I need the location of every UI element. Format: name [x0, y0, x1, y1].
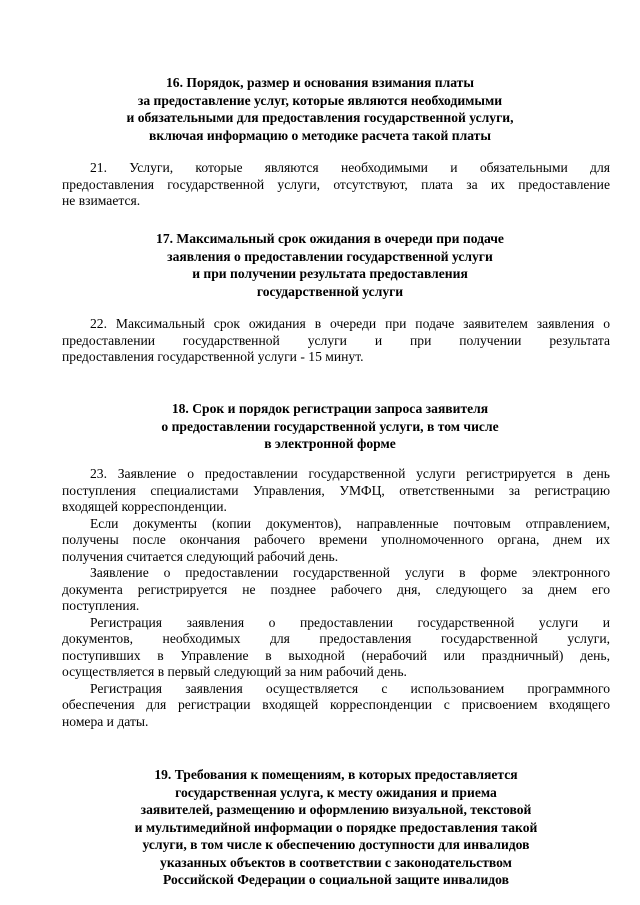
text-line: документов, необходимых для предоставления государственной услуги, — [62, 631, 610, 646]
text-line: документа регистрируется не позднее рабочего дня, следующего за днем его — [62, 581, 610, 597]
text-line: получения считается следующий рабочий день. — [62, 548, 339, 564]
text-line: предоставления государственной услуги, отсутствуют, плата за их предоставление — [62, 176, 610, 192]
text-line: поступивших в Управление в выходной (нерабочий или праздничный) день, — [62, 647, 610, 663]
section-17-heading: 17. Максимальный срок ожидания в очереди при подаче заявления о предоставлении государственной услуги и при получении результата предоставления государственной услуги — [156, 231, 504, 299]
text-line: не взимается. — [62, 193, 141, 208]
text-line: Заявление о предоставлении государственной услуги в форме электронного — [90, 565, 610, 580]
section-16-heading: 16. Порядок, размер и основания взимания платы за предоставление услуг, которые являются необходимыми и обязательными для предоставления государственной услуги, включая информацию о методике расчета такой платы — [126, 75, 514, 143]
section-18-heading: 18. Срок и порядок регистрации запроса заявителя о предоставлении государственной услуги, в том числе в электронной форме — [161, 401, 499, 451]
text-line: 21. Услуги, которые являются необходимыми и обязательными для — [90, 160, 610, 175]
text-line: получены после окончания рабочего времени уполномоченного органа, днем их — [62, 532, 610, 547]
text-line: поступления специалистами Управления, УМФЦ, ответственными за регистрацию — [62, 482, 610, 498]
text-line: предоставления государственной услуги - 15 минут. — [62, 349, 364, 364]
text-line: номера и даты. — [62, 713, 149, 729]
text-line: осуществляется в первый следующий за ним рабочий день. — [62, 664, 407, 679]
paragraph-22 — [62, 316, 610, 366]
text-line: Если документы (копии документов), направленные почтовым отправлением, — [90, 515, 610, 531]
text-line: поступления. — [62, 598, 140, 613]
text-line: обеспечения для регистрации входящей корреспонденции с присвоением входящего — [62, 697, 610, 712]
text-line: предоставлении государственной услуги и при получении результата — [62, 332, 610, 348]
text-line: 22. Максимальный срок ожидания в очереди при подаче заявителем заявления о — [90, 316, 610, 331]
text-line: Регистрация заявления о предоставлении государственной услуги и — [90, 614, 610, 630]
section-19-heading: 19. Требования к помещениям, в которых предоставляется государственная услуга, к месту ожидания и приема заявителей, размещению и оформлению визуальной, текстовой и мультимедийной информации о порядке предоставления такой услуги, в том числе к обеспечению доступности для инвалидов указанных объектов в соответствии с законодательством Российской Федерации о социальной защите инвалидов — [134, 767, 538, 887]
paragraph-23 — [62, 466, 610, 730]
text-line: 23. Заявление о предоставлении государственной услуги регистрируется в день — [90, 466, 610, 481]
paragraph-21 — [62, 160, 610, 210]
text-line: входящей корреспонденции. — [62, 499, 227, 514]
text-line: Регистрация заявления осуществляется с использованием программного — [90, 680, 610, 696]
